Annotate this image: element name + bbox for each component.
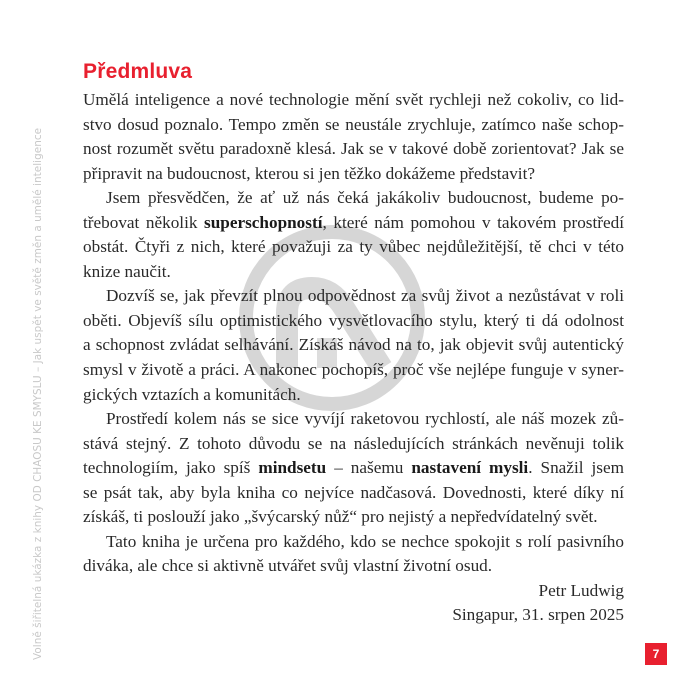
text-line: oběti. Objevíš sílu optimistického vysvětlovacího stylu, který ti dá odolnost <box>83 310 624 330</box>
text-line: Tato kniha je určena pro každého, kdo se nechce spokojit s rolí pasivního <box>106 531 624 551</box>
page-title: Předmluva <box>83 60 193 83</box>
emphasis-superschopnosti: superschopností <box>204 212 323 232</box>
emphasis-mindsetu: mindsetu <box>258 458 327 478</box>
emphasis-nastaveni-mysli: nastavení mysli <box>411 458 529 478</box>
text-line: Prostředí kolem nás se sice vyvíjí raketovou rychlostí, ale náš mozek zů- <box>106 409 624 429</box>
text-line: smysl v životě a práci. A nakonec pochopíš, proč vše nejlépe funguje v syner- <box>83 360 624 380</box>
text-line <box>83 456 624 481</box>
text-span: třebovat několik <box>83 212 205 232</box>
text-line: gických vztazích a komunitách. <box>83 384 301 404</box>
text-span: – našemu <box>326 458 412 478</box>
text-line: se psát tak, aby byla kniha co nejvíce nadčasová. Dovednosti, které díky ní <box>83 482 624 502</box>
text-line: obstát. Čtyři z nich, které považuji za ty vůbec nejdůležitější, tě chci v této <box>83 237 624 257</box>
text-span: . Snažil jsem <box>528 458 624 478</box>
place-date: Singapur, 31. srpen 2025 <box>452 605 624 625</box>
author-name: Petr Ludwig <box>538 580 624 600</box>
text-line: Umělá inteligence a nové technologie mění svět rychleji než cokoliv, co lid- <box>83 90 624 109</box>
text-line: stává stejný. Z tohoto důvodu se na následujících stránkách nevěnuji tolik <box>83 433 624 453</box>
preface-body <box>83 88 624 628</box>
text-line: diváka, ale chce si aktivně utvářet svůj vlastní životní osud. <box>83 556 493 576</box>
text-line: Dozvíš se, jak převzít plnou odpovědnost za svůj život a nezůstávat v roli <box>106 286 624 306</box>
text-span: , které nám pomohou v takovém prostředí <box>322 212 624 232</box>
text-line: nost rozumět světu paradoxně klesá. Jak se v takové době zorientovat? Jak se <box>83 139 624 159</box>
text-line: knize naučit. <box>83 261 171 281</box>
side-disclaimer: Volně šiřitelná ukázka z knihy OD CHAOSU KE SMYSLU – Jak uspět ve světě změn a umělé inteligence <box>32 127 44 660</box>
text-line: a schopnost zvládat selhávání. Získáš návod na to, jak objevit svůj autentický <box>83 335 624 355</box>
text-line: Jsem přesvědčen, že ať už nás čeká jakákoliv budoucnost, budeme po- <box>106 188 624 208</box>
text-span: technologiím, jako spíš <box>83 458 259 478</box>
page-number: 7 <box>645 643 667 665</box>
text-line <box>83 211 624 236</box>
text-line: stvo dosud poznalo. Tempo změn se neustále zrychluje, zatímco naše schop- <box>83 114 624 134</box>
text-line: získáš, ti poslouží jako „švýcarský nůž“ pro nejistý a nepředvídatelný svět. <box>83 507 598 527</box>
text-line: připravit na budoucnost, kterou si jen těžko dokážeme představit? <box>83 163 535 183</box>
